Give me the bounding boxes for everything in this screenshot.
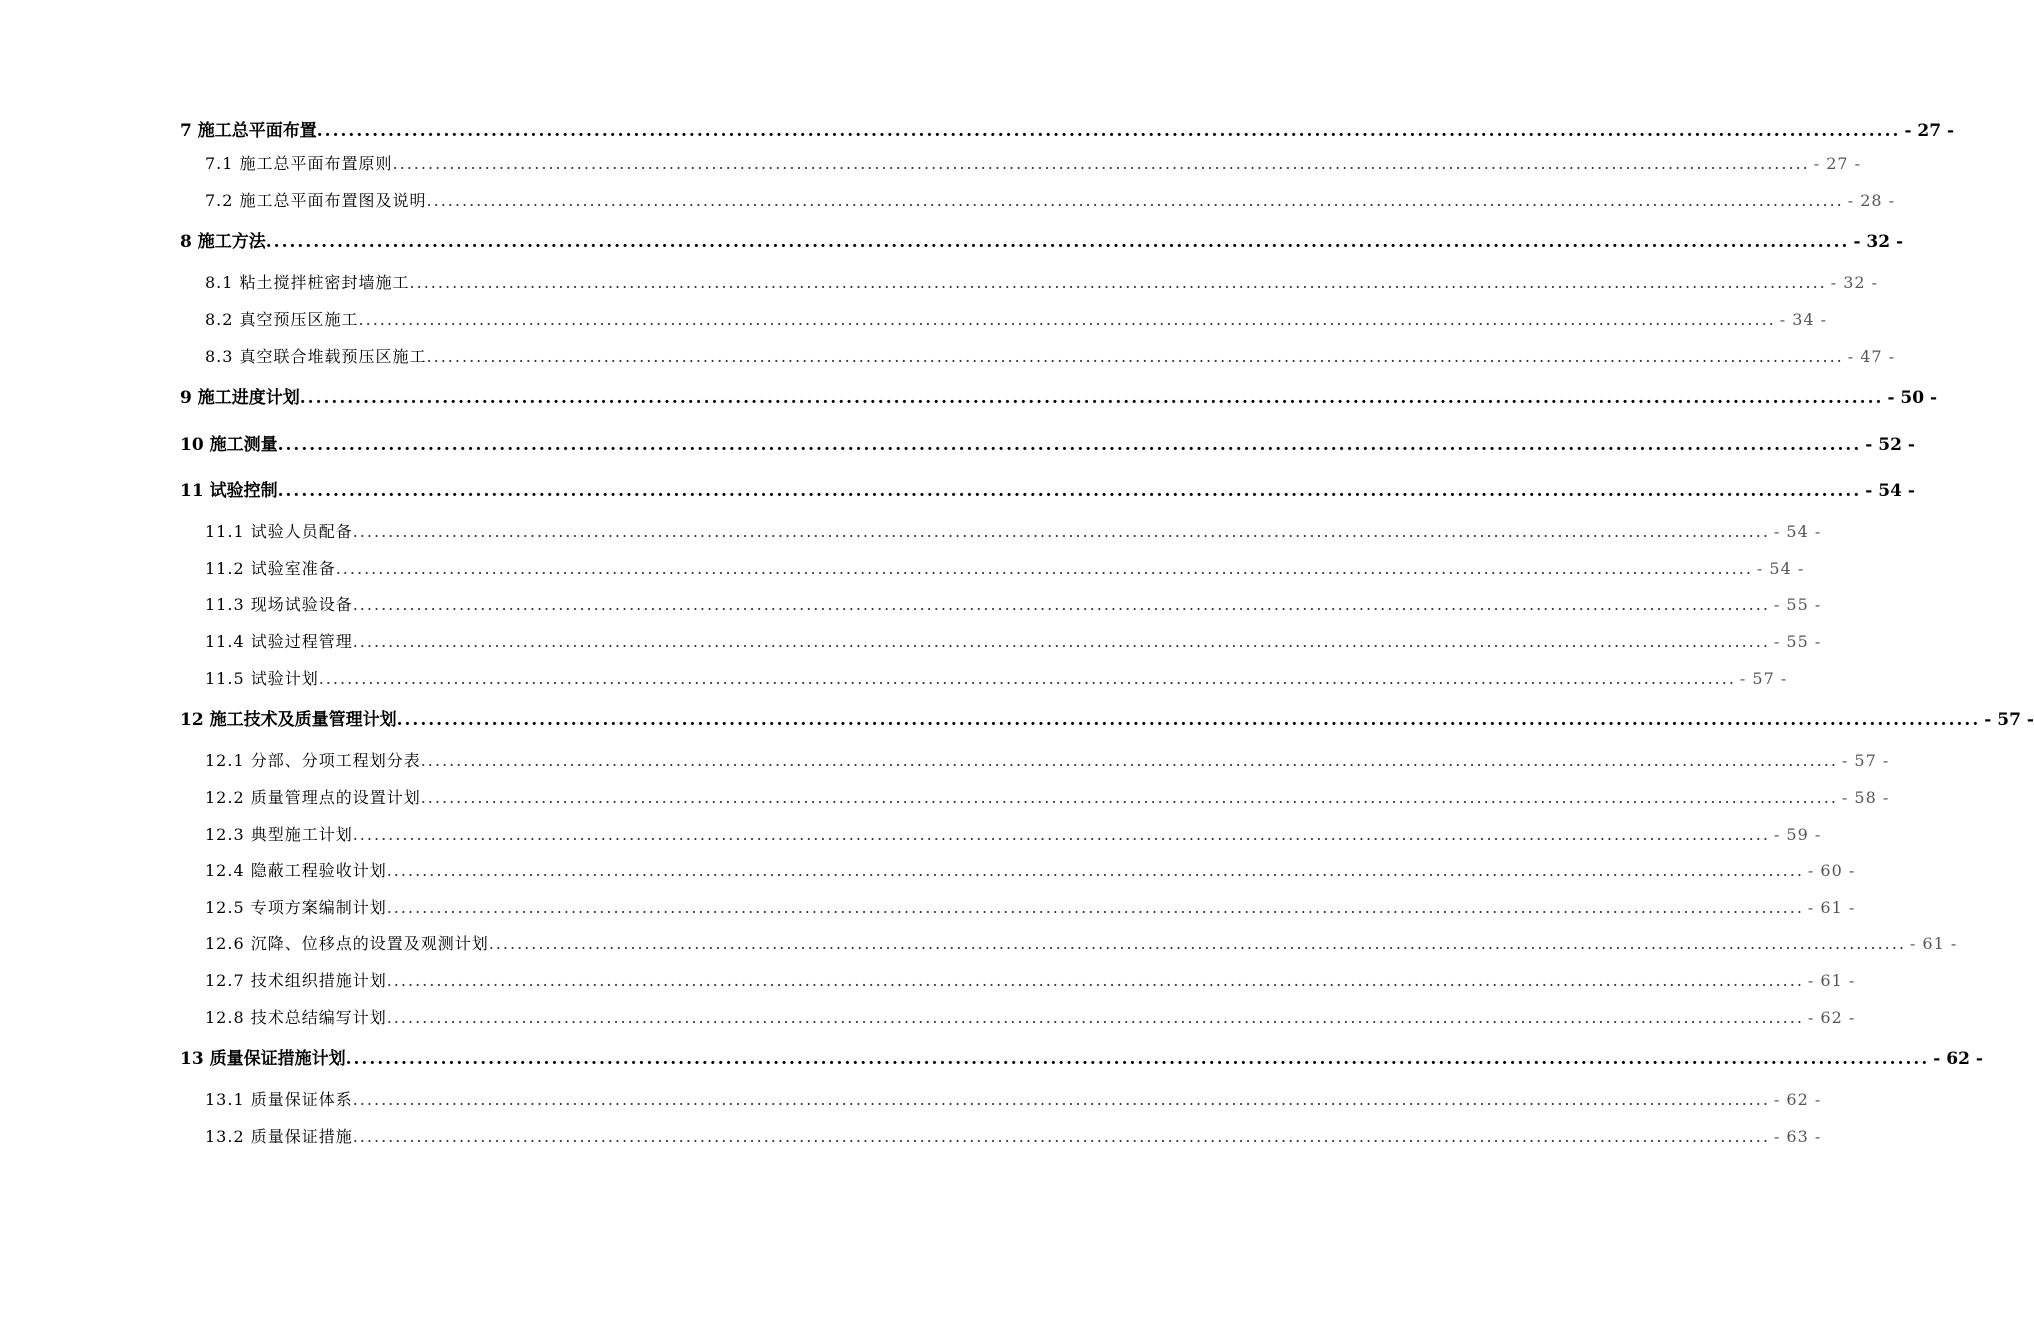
toc-entry-label: 11.1 试验人员配备 — [205, 522, 353, 542]
toc-dot-leader: ........................................................................................................................................................................................................ — [386, 1007, 1804, 1027]
toc-page-number: - 34 - — [1779, 310, 1828, 330]
toc-page-number: - 54 - — [1756, 558, 1805, 578]
toc-section-entry[interactable] — [180, 302, 1828, 339]
toc-entry-label: 7 施工总平面布置 — [180, 121, 317, 141]
toc-page-number: - 57 - — [1739, 668, 1788, 688]
toc-dot-leader: ........................................................................................................................................................................................................ — [409, 273, 1827, 293]
toc-entry-label: 11.4 试验过程管理 — [205, 631, 353, 651]
toc-dot-leader: ........................................................................................................................................................................................................ — [386, 897, 1804, 917]
toc-page-number: - 27 - — [1904, 121, 1955, 141]
toc-section-entry[interactable] — [180, 853, 1856, 890]
toc-entry-label: 8.1 粘土搅拌桩密封墙施工 — [205, 273, 410, 293]
toc-section-entry[interactable] — [180, 1000, 1856, 1037]
toc-dot-leader: ........................................................................................................................................................................................................ — [277, 434, 1862, 455]
toc-entry-label: 11 试验控制 — [180, 480, 278, 501]
toc-section-entry[interactable] — [180, 780, 1890, 817]
toc-section-entry[interactable] — [180, 624, 1822, 661]
toc-entry-label: 12.6 沉降、位移点的设置及观测计划 — [205, 934, 489, 954]
toc-dot-leader: ........................................................................................................................................................................................................ — [386, 861, 1804, 881]
toc-page-number: - 62 - — [1933, 1049, 1983, 1070]
toc-section-entry[interactable] — [180, 1082, 1822, 1119]
toc-page-number: - 32 - — [1853, 232, 1904, 253]
toc-entry-label: 12.1 分部、分项工程划分表 — [205, 751, 421, 771]
toc-section-entry[interactable] — [180, 587, 1822, 624]
table-of-contents — [180, 116, 2034, 1156]
toc-dot-leader: ........................................................................................................................................................................................................ — [396, 710, 1981, 731]
toc-dot-leader: ........................................................................................................................................................................................................ — [318, 668, 1736, 688]
toc-section-entry[interactable] — [180, 265, 1879, 302]
toc-section-entry[interactable] — [180, 551, 1805, 588]
toc-page-number: - 47 - — [1847, 346, 1896, 366]
toc-section-entry[interactable] — [180, 183, 1896, 220]
toc-dot-leader: ........................................................................................................................................................................................................ — [352, 824, 1770, 844]
toc-dot-leader: ........................................................................................................................................................................................................ — [420, 751, 1838, 771]
toc-section-entry[interactable] — [180, 743, 1890, 780]
toc-dot-leader: ........................................................................................................................................................................................................ — [277, 480, 1862, 501]
toc-page-number: - 27 - — [1813, 154, 1862, 173]
toc-entry-label: 13.1 质量保证体系 — [205, 1090, 353, 1110]
toc-entry-label: 9 施工进度计划 — [180, 388, 300, 409]
toc-page-number: - 57 - — [1984, 710, 2034, 731]
toc-section-entry[interactable] — [180, 339, 1896, 376]
toc-section-entry[interactable] — [180, 926, 1958, 963]
toc-dot-leader: ........................................................................................................................................................................................................ — [358, 310, 1776, 330]
toc-page-number: - 32 - — [1830, 273, 1879, 293]
toc-chapter-entry[interactable] — [180, 1036, 1983, 1082]
toc-entry-label: 8.2 真空预压区施工 — [205, 310, 359, 330]
toc-entry-label: 12.7 技术组织措施计划 — [205, 970, 387, 990]
toc-dot-leader: ........................................................................................................................................................................................................ — [488, 934, 1906, 954]
toc-chapter-entry[interactable] — [180, 219, 1904, 265]
toc-section-entry[interactable] — [180, 146, 1862, 183]
toc-page-number: - 60 - — [1807, 861, 1856, 881]
toc-dot-leader: ........................................................................................................................................................................................................ — [265, 232, 1850, 253]
toc-entry-label: 11.3 现场试验设备 — [205, 595, 353, 615]
toc-chapter-entry[interactable] — [180, 116, 1955, 146]
toc-entry-label: 12.2 质量管理点的设置计划 — [205, 788, 421, 808]
toc-page-number: - 63 - — [1773, 1127, 1822, 1147]
toc-dot-leader: ........................................................................................................................................................................................................ — [345, 1049, 1930, 1070]
toc-entry-label: 12.5 专项方案编制计划 — [205, 897, 387, 917]
toc-section-entry[interactable] — [180, 817, 1822, 854]
toc-chapter-entry[interactable] — [180, 468, 1915, 514]
toc-dot-leader: ........................................................................................................................................................................................................ — [352, 595, 1770, 615]
toc-entry-label: 7.2 施工总平面布置图及说明 — [205, 190, 427, 210]
toc-dot-leader: ........................................................................................................................................................................................................ — [316, 121, 1901, 141]
toc-dot-leader: ........................................................................................................................................................................................................ — [352, 1127, 1770, 1147]
toc-entry-label: 8.3 真空联合堆载预压区施工 — [205, 346, 427, 366]
toc-entry-label: 7.1 施工总平面布置原则 — [205, 154, 393, 173]
toc-page-number: - 59 - — [1773, 824, 1822, 844]
toc-section-entry[interactable] — [180, 1119, 1822, 1156]
toc-page-number: - 61 - — [1909, 934, 1958, 954]
toc-page-number: - 55 - — [1773, 631, 1822, 651]
toc-page-number: - 58 - — [1841, 788, 1890, 808]
toc-dot-leader: ........................................................................................................................................................................................................ — [420, 788, 1838, 808]
toc-entry-label: 10 施工测量 — [180, 434, 278, 455]
toc-section-entry[interactable] — [180, 514, 1822, 551]
toc-entry-label: 12 施工技术及质量管理计划 — [180, 710, 397, 731]
toc-entry-label: 13.2 质量保证措施 — [205, 1127, 353, 1147]
toc-dot-leader: ........................................................................................................................................................................................................ — [426, 346, 1844, 366]
toc-dot-leader: ........................................................................................................................................................................................................ — [352, 631, 1770, 651]
toc-page-number: - 62 - — [1773, 1090, 1822, 1110]
toc-section-entry[interactable] — [180, 890, 1856, 927]
toc-page-number: - 54 - — [1773, 522, 1822, 542]
toc-entry-label: 12.4 隐蔽工程验收计划 — [205, 861, 387, 881]
toc-chapter-entry[interactable] — [180, 375, 1938, 421]
toc-dot-leader: ........................................................................................................................................................................................................ — [299, 388, 1884, 409]
toc-section-entry[interactable] — [180, 661, 1788, 698]
toc-dot-leader: ........................................................................................................................................................................................................ — [426, 190, 1844, 210]
toc-page-number: - 52 - — [1865, 434, 1915, 455]
toc-dot-leader: ........................................................................................................................................................................................................ — [335, 558, 1753, 578]
toc-entry-label: 12.3 典型施工计划 — [205, 824, 353, 844]
toc-page-number: - 28 - — [1847, 190, 1896, 210]
toc-entry-label: 8 施工方法 — [180, 232, 266, 253]
toc-page-number: - 50 - — [1887, 388, 1938, 409]
toc-page-number: - 55 - — [1773, 595, 1822, 615]
toc-dot-leader: ........................................................................................................................................................................................................ — [386, 970, 1804, 990]
toc-dot-leader: ........................................................................................................................................................................................................ — [392, 154, 1810, 173]
toc-page-number: - 54 - — [1865, 480, 1915, 501]
toc-dot-leader: ........................................................................................................................................................................................................ — [352, 522, 1770, 542]
toc-page-number: - 61 - — [1807, 970, 1856, 990]
toc-entry-label: 11.5 试验计划 — [205, 668, 319, 688]
toc-page-number: - 61 - — [1807, 897, 1856, 917]
toc-dot-leader: ........................................................................................................................................................................................................ — [352, 1090, 1770, 1110]
toc-page-number: - 62 - — [1807, 1007, 1856, 1027]
toc-page-number: - 57 - — [1841, 751, 1890, 771]
toc-chapter-entry[interactable] — [180, 697, 2034, 743]
toc-entry-label: 11.2 试验室准备 — [205, 558, 336, 578]
toc-chapter-entry[interactable] — [180, 422, 1915, 468]
toc-entry-label: 13 质量保证措施计划 — [180, 1049, 346, 1070]
toc-entry-label: 12.8 技术总结编写计划 — [205, 1007, 387, 1027]
toc-section-entry[interactable] — [180, 963, 1856, 1000]
